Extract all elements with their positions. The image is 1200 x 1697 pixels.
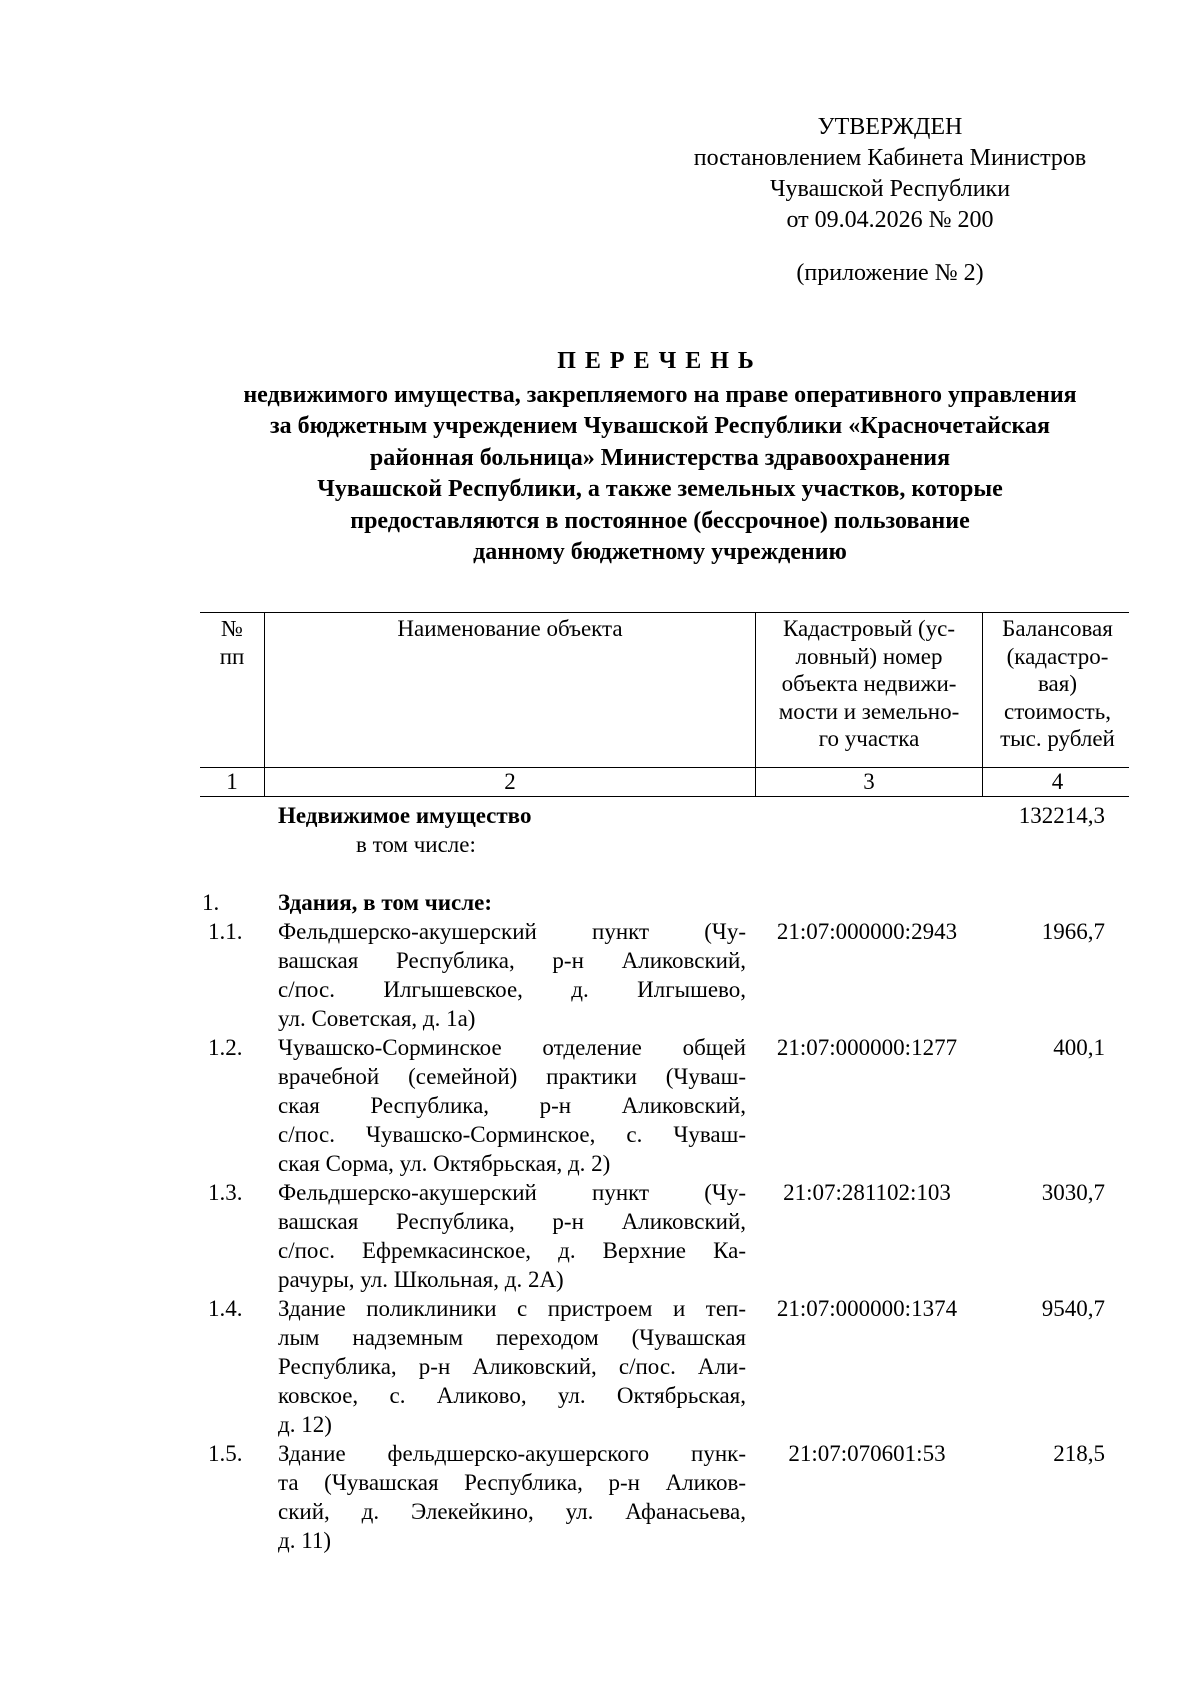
header-cadastral-line: объекта недвижи- (781, 671, 957, 696)
row-cadastral: 21:07:070601:53 (788, 1441, 946, 1466)
table-row (200, 1294, 1129, 1439)
approval-line-2: постановлением Кабинета Министров (693, 145, 1087, 171)
row-cadastral: 21:07:000000:2943 (776, 919, 958, 944)
row-name-line: та (Чувашская Республика, р-н Аликов- (278, 1470, 746, 1495)
column-number: 3 (756, 768, 983, 796)
section-num: 1. (202, 890, 220, 915)
appendix-note: (приложение № 2) (796, 260, 984, 286)
title-heading: ПЕРЕЧЕНЬ (557, 348, 763, 374)
title-line: районная больница» Министерства здравоохранения (369, 444, 951, 471)
row-name-line: Республика, р-н Аликовский, с/пос. Али- (278, 1354, 746, 1379)
table-row (200, 1439, 1129, 1555)
column-number: 2 (265, 768, 756, 796)
header-num-line: № (221, 616, 243, 641)
table-row (200, 1178, 1129, 1294)
title-line: предоставляются в постоянное (бессрочное) пользование (350, 507, 970, 534)
table-header (200, 612, 1129, 768)
approval-line-3: Чувашской Республики (769, 176, 1011, 202)
row-name-line: ская Республика, р-н Аликовский, (278, 1093, 746, 1118)
row-name-line: ская Сорма, ул. Октябрьская, д. 2) (278, 1151, 611, 1176)
row-name-line: ский, д. Элекейкино, ул. Афанасьева, (278, 1499, 746, 1524)
approval-stamp (670, 112, 1110, 236)
row-name-line: врачебной (семейной) практики (Чуваш- (278, 1064, 746, 1089)
row-value: 400,1 (1053, 1035, 1105, 1060)
row-number: 1.3. (208, 1180, 243, 1205)
row-name-line: Здание фельдшерско-акушерского пунк- (278, 1441, 746, 1466)
row-number: 1.2. (208, 1035, 243, 1060)
row-name-line: вашская Республика, р-н Аликовский, (278, 1209, 746, 1234)
row-name-line: вашская Республика, р-н Аликовский, (278, 948, 746, 973)
row-name-line: с/пос. Чувашско-Сорминское, с. Чуваш- (278, 1122, 746, 1147)
title-line: недвижимого имущества, закрепляемого на праве оперативного управления (243, 381, 1077, 408)
row-number: 1.4. (208, 1296, 243, 1321)
row-cadastral: 21:07:281102:103 (783, 1180, 951, 1205)
row-name-line: Здание поликлиники с пристроем и теп- (278, 1296, 746, 1321)
row-name (264, 1178, 754, 1294)
document-title (160, 346, 1160, 569)
section-row (200, 888, 1129, 917)
approval-line-1: УТВЕРЖДЕН (817, 114, 963, 140)
row-name-line: Фельдшерско-акушерский пункт (Чу- (278, 919, 746, 944)
row-name (264, 1439, 754, 1555)
header-cadastral (756, 613, 983, 767)
column-number: 1 (200, 768, 265, 796)
header-num-line: пп (219, 643, 245, 669)
header-value-line: (кадастро- (1006, 643, 1109, 669)
title-line: данному бюджетному учреждению (473, 539, 847, 565)
header-cadastral-line: ловный) номер (795, 643, 943, 669)
header-cadastral-line: го участка (818, 726, 920, 751)
row-name-line: рачуры, ул. Школьная, д. 2А) (278, 1267, 564, 1292)
header-value-line: стоимость, (1004, 698, 1111, 724)
header-cadastral-line: мости и земельно- (778, 698, 960, 724)
row-name-line: д. 11) (278, 1528, 332, 1553)
header-cadastral-line: Кадастровый (ус- (782, 616, 956, 641)
total-label: Недвижимое имущество (278, 803, 532, 828)
total-row (200, 801, 1129, 859)
row-name-line: Чувашско-Сорминское отделение общей (278, 1035, 746, 1060)
section-label: Здания, в том числе: (278, 890, 492, 915)
row-name-line: ковское, с. Аликово, ул. Октябрьская, (278, 1383, 746, 1408)
column-numbers-row (200, 768, 1129, 797)
row-name (264, 1033, 754, 1178)
row-name-line: д. 12) (278, 1412, 332, 1437)
header-value-line: тыс. рублей (1000, 726, 1115, 751)
title-line: Чувашской Республики, а также земельных участков, которые (317, 476, 1003, 502)
row-value: 1966,7 (1041, 919, 1105, 944)
row-cadastral: 21:07:000000:1374 (776, 1296, 958, 1321)
title-line: за бюджетным учреждением Чувашской Республики «Красночетайская (269, 413, 1051, 439)
row-number: 1.5. (208, 1441, 243, 1466)
header-value (983, 613, 1132, 767)
column-number: 4 (1051, 769, 1064, 794)
row-name-line: ул. Советская, д. 1а) (278, 1006, 476, 1031)
total-value: 132214,3 (1018, 803, 1105, 828)
row-name-line: с/пос. Илгышевское, д. Илгышево, (278, 977, 746, 1002)
header-num (200, 613, 265, 767)
row-name-line: Фельдшерско-акушерский пункт (Чу- (278, 1180, 746, 1205)
row-name (264, 1294, 754, 1439)
row-value: 3030,7 (1041, 1180, 1105, 1205)
row-value: 9540,7 (1041, 1296, 1105, 1321)
table-body (200, 917, 1129, 1555)
row-number: 1.1. (208, 919, 243, 944)
row-cadastral: 21:07:000000:1277 (776, 1035, 958, 1060)
header-name: Наименование объекта (265, 613, 756, 767)
header-value-line: вая) (1037, 671, 1077, 696)
table-row (200, 1033, 1129, 1178)
row-name (264, 917, 754, 1033)
row-name-line: с/пос. Ефремкасинское, д. Верхние Ка- (278, 1238, 746, 1263)
property-table (200, 612, 1129, 1555)
row-value: 218,5 (1053, 1441, 1105, 1466)
row-name-line: лым надземным переходом (Чувашская (278, 1325, 746, 1350)
table-row (200, 917, 1129, 1033)
approval-line-4: от 09.04.2026 № 200 (786, 207, 994, 233)
header-value-line: Балансовая (1002, 616, 1113, 641)
total-sub: в том числе: (356, 832, 476, 857)
